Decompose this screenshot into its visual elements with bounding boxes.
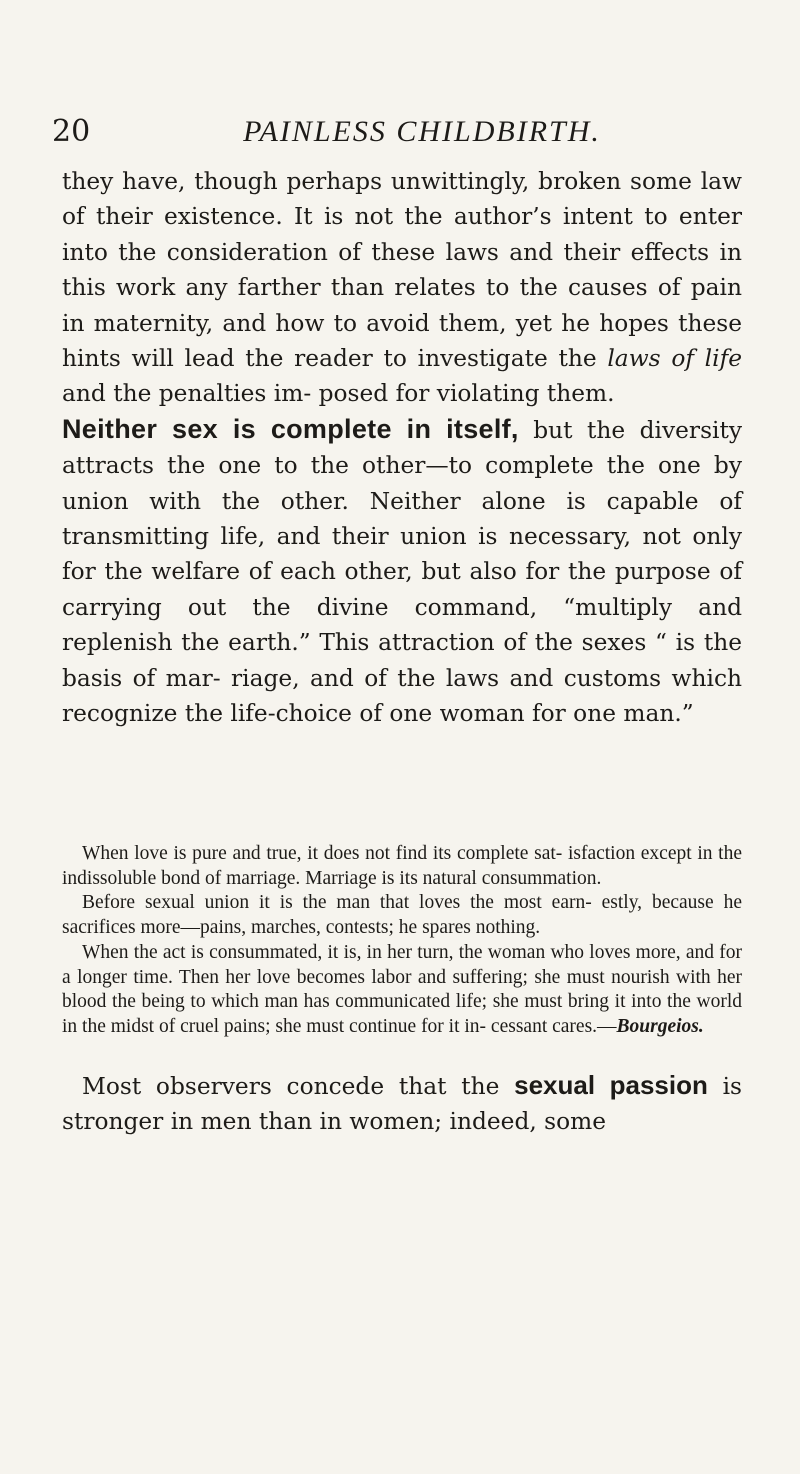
final-text — [62, 1068, 742, 1140]
page-header — [52, 102, 752, 162]
paragraph-2 — [62, 412, 742, 732]
paragraph-2-lead: Neither sex is complete in itself, — [62, 413, 519, 444]
paragraph-1-text-before: they have, though perhaps unwittingly, broken some law of their existence. It is not the author’s intent to enter into the consideration of these laws and their effects in this work any farther than relates to the causes of pain in maternity, and how to avoid them, yet he hopes these hints will lead the reader to investigate the — [62, 168, 742, 373]
paragraph-1 — [62, 164, 742, 412]
paragraph-3-text-before: Most observers concede that the — [82, 1073, 515, 1100]
paragraph-1-italic: laws of life — [607, 345, 742, 373]
paragraph-1-text-after: and the penalties im- posed for violating them. — [62, 380, 615, 408]
body-text — [62, 164, 742, 732]
quote-paragraph-2: Before sexual union it is the man that loves the most earn- estly, because he sacrifices more—pains, marches, contests; he spares nothing. — [62, 892, 742, 939]
paragraph-3-text-after: is stronger in men than in women; indeed, some — [62, 1073, 742, 1136]
paragraph-3 — [62, 1068, 742, 1140]
paragraph-2-text: but the diversity attracts the one to the other—to complete the one by union with the other. Neither alone is capable of transmitting life, and their union is necessary, not only for the welfare of each other, but also for the purpose of carrying out the divine command, “multiply and replenish the earth.” This attraction of the sexes “ is the basis of mar- riage, and of the laws and customs which recognize the life-choice of one woman for one man.” — [62, 416, 742, 728]
quote-block — [62, 842, 742, 1040]
quote-attribution: Bourgeios. — [616, 1015, 704, 1037]
paragraph-3-sans-phrase: sexual passion — [514, 1070, 708, 1100]
page-number: 20 — [52, 114, 91, 149]
quote-paragraph-1: When love is pure and true, it does not find its complete sat- isfaction except in the indissoluble bond of marriage. Marriage is its natural consummation. — [62, 843, 742, 889]
quote-paragraph-3 — [62, 941, 742, 1040]
quote-paragraph-3-text: When the act is consummated, it is, in her turn, the woman who loves more, and for a longer time. Then her love becomes labor and suffering; she must nourish with her blood the being to which man has communicated life; she must bring it into the world in the midst of cruel pains; she must continue for it in- cessant cares.— — [62, 941, 742, 1037]
running-head: PAINLESS CHILDBIRTH. — [243, 115, 601, 148]
